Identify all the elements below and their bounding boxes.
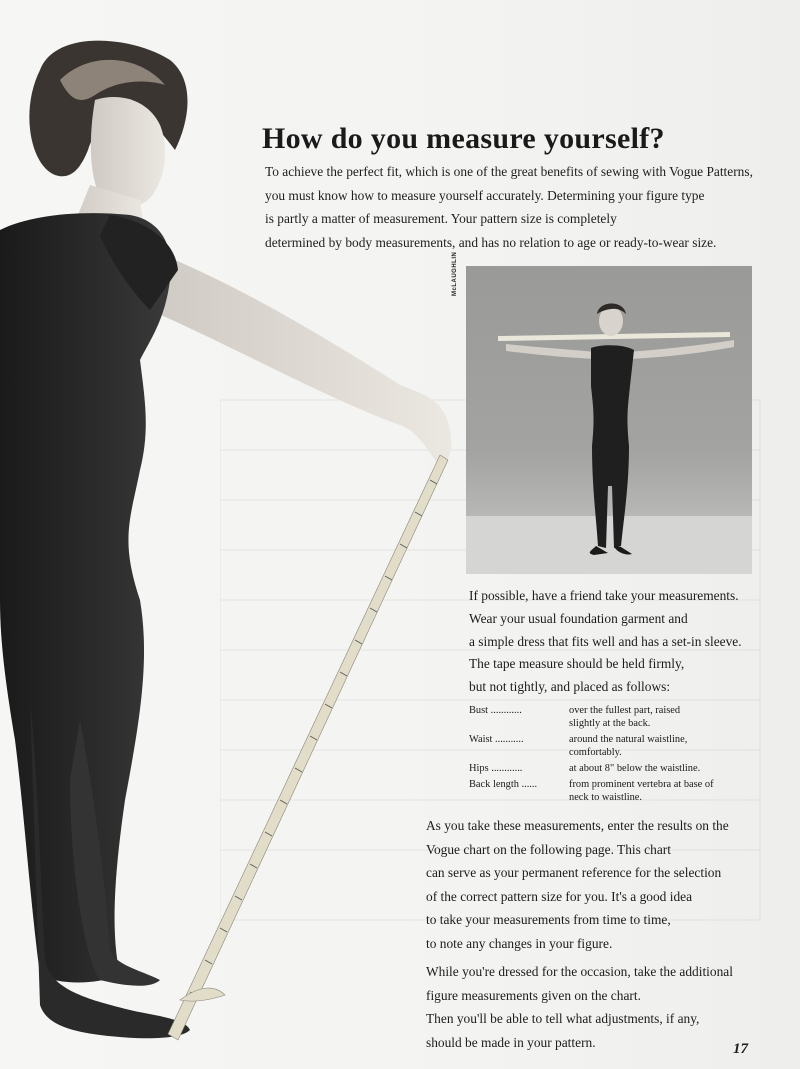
measurement-desc-line: comfortably.: [569, 747, 622, 758]
intro-line: To achieve the perfect fit, which is one of the great benefits of sewing with Vogue Patterns,: [265, 164, 753, 179]
measurement-desc-line: slightly at the back.: [569, 718, 651, 729]
results-line: Vogue chart on the following page. This chart: [426, 841, 671, 857]
measurement-desc-line: at about 8" below the waistline.: [569, 763, 701, 774]
measurement-name: Back length ......: [469, 779, 538, 790]
measurement-name: Bust ............: [469, 705, 522, 716]
measurement-row-waist: [469, 733, 789, 759]
measurement-row-hips: [469, 762, 789, 775]
results-line: to note any changes in your figure.: [426, 935, 613, 951]
intro-line: you must know how to measure yourself accurately. Determining your figure type: [265, 187, 705, 203]
results-line: can serve as your permanent reference for the selection: [426, 865, 722, 881]
measurement-description: [569, 778, 769, 804]
measurement-desc-line: neck to waistline.: [569, 792, 643, 803]
dressed-line: Then you'll be able to tell what adjustments, if any,: [426, 1011, 700, 1027]
measurement-desc-line: around the natural waistline,: [569, 734, 688, 745]
page-title: How do you measure yourself?: [262, 122, 665, 156]
measurement-photo: [466, 266, 752, 574]
dressed-line: While you're dressed for the occasion, take the additional: [426, 964, 733, 979]
tape-measure: [168, 455, 448, 1040]
measurement-description: [569, 704, 769, 730]
model-arms-outstretched-photo: [466, 266, 752, 574]
page-number: 17: [733, 1041, 748, 1057]
additional-measurements-paragraph: [426, 960, 786, 1054]
measurement-row-back-length: [469, 778, 789, 804]
measurement-name: Hips ............: [469, 763, 523, 774]
instruction-line: a simple dress that fits well and has a set-in sleeve.: [469, 633, 742, 649]
instruction-line: but not tightly, and placed as follows:: [469, 679, 671, 695]
results-line: As you take these measurements, enter the results on the: [426, 818, 729, 833]
results-line: of the correct pattern size for you. It's a good idea: [426, 888, 693, 904]
measurement-row-bust: [469, 704, 789, 730]
instructions-paragraph: [469, 585, 789, 699]
photo-credit: McLAUGHLIN: [452, 251, 458, 296]
measurement-desc-line: over the fullest part, raised: [569, 705, 681, 716]
measurement-name: Waist ...........: [469, 734, 524, 745]
instruction-line: The tape measure should be held firmly,: [469, 656, 685, 672]
results-paragraph: [426, 814, 786, 956]
dressed-line: should be made in your pattern.: [426, 1034, 596, 1050]
instruction-line: Wear your usual foundation garment and: [469, 610, 688, 626]
measurement-list: [469, 704, 789, 807]
intro-line: determined by body measurements, and has no relation to age or ready-to-wear size.: [265, 234, 717, 250]
intro-line: is partly a matter of measurement. Your pattern size is completely: [265, 211, 617, 226]
dressed-line: figure measurements given on the chart.: [426, 987, 641, 1003]
instruction-line: If possible, have a friend take your measurements.: [469, 588, 739, 603]
measurement-description: [569, 733, 769, 759]
measurement-desc-line: from prominent vertebra at base of: [569, 779, 714, 790]
intro-paragraph: [265, 160, 775, 254]
results-line: to take your measurements from time to time,: [426, 912, 671, 928]
measurement-description: [569, 762, 769, 775]
